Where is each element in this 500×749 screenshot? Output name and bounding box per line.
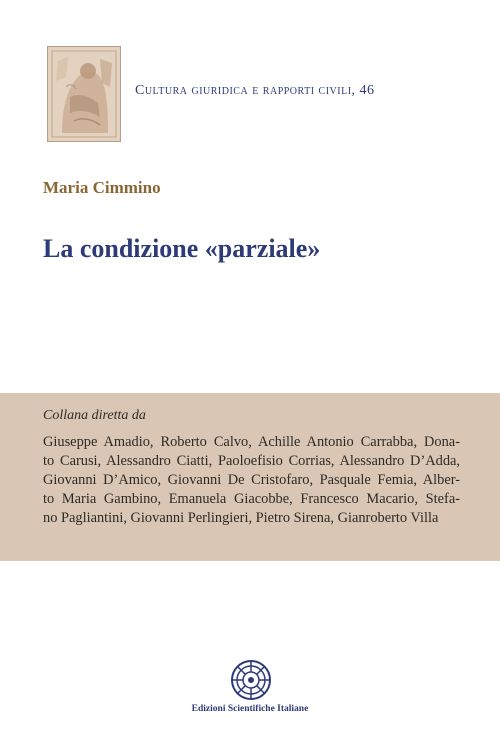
editorial-board-label: Collana diretta da	[43, 408, 146, 423]
author-name: Maria Cimmino	[43, 178, 161, 197]
book-title: La condizione «parziale»	[43, 234, 321, 263]
series-title: Cultura giuridica e rapporti civili, 46	[135, 83, 375, 98]
editor-line: to Carusi, Alessandro Ciatti, Paoloefisio Corrias, Alessandro D’Adda,	[43, 453, 460, 469]
publisher-emblem-icon	[230, 659, 272, 701]
editorial-board-names	[43, 433, 460, 528]
publisher-name: Edizioni Scientifiche Italiane	[191, 704, 309, 714]
editorial-board-band	[0, 393, 500, 561]
editor-line: Giuseppe Amadio, Roberto Calvo, Achille Antonio Carrabba, Dona-	[43, 434, 460, 450]
fresco-thumbnail-image	[47, 46, 121, 142]
editor-line: Giovanni D’Amico, Giovanni De Cristofaro, Pasquale Femia, Alber-	[43, 472, 460, 488]
editor-line: to Maria Gambino, Emanuela Giacobbe, Francesco Macario, Stefa-	[43, 491, 460, 507]
editor-line: no Pagliantini, Giovanni Perlingieri, Pietro Sirena, Gianroberto Villa	[43, 510, 439, 526]
